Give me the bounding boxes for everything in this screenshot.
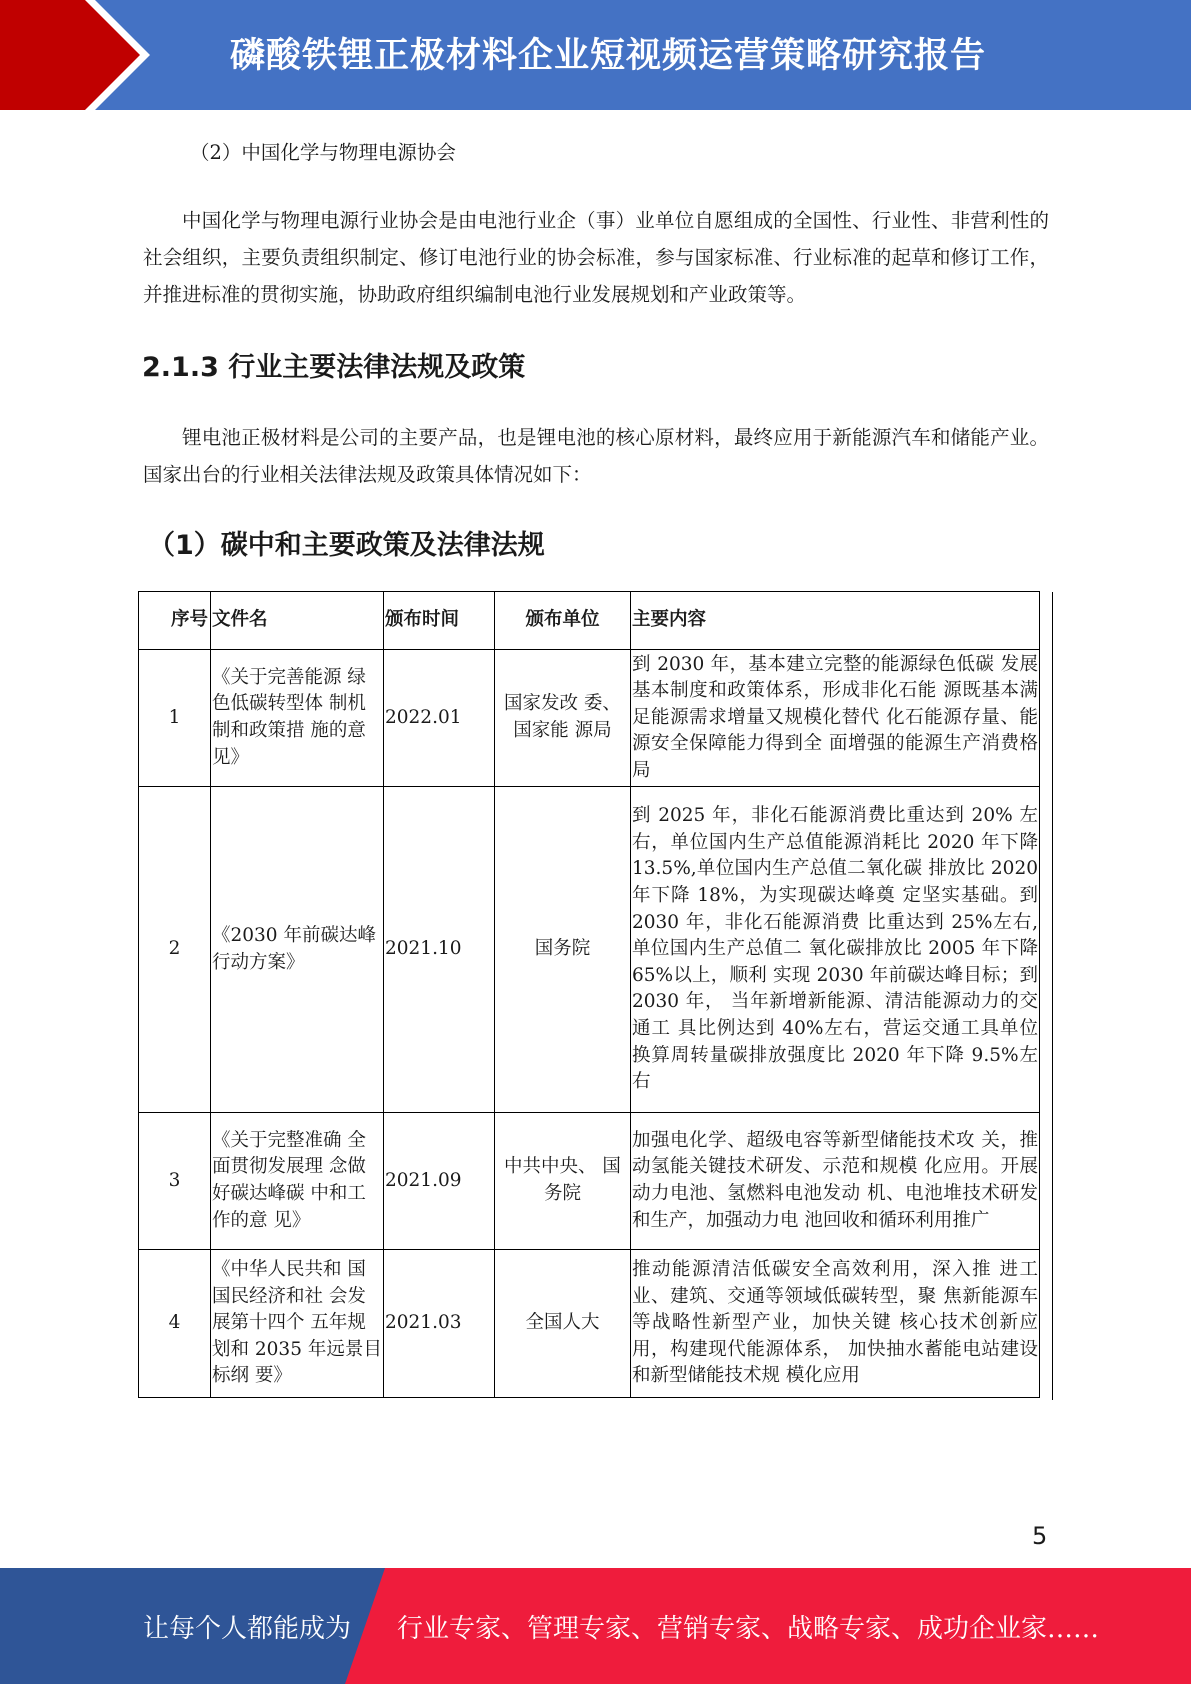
cell-content: 推动能源清洁低碳安全高效利用，深入推 进工业、建筑、交通等领域低碳转型，聚 焦新能源车等战略性新型产业，加快关键 核心技术创新应用，构建现代能源体系， 加快抽水蓄能电站建设和新型储能技术规 模化应用 xyxy=(631,1250,1040,1398)
cell-filename: 《2030 年前碳达峰行动方案》 xyxy=(211,787,384,1113)
page-header xyxy=(0,0,1191,110)
footer-slogan-right: 行业专家、管理专家、营销专家、战略专家、成功企业家…… xyxy=(397,1614,1100,1644)
table-row xyxy=(139,650,1040,787)
cell-date: 2022.01 xyxy=(384,650,495,787)
header-red-arrow xyxy=(0,0,160,110)
paragraph-association: 中国化学与物理电源行业协会是由电池行业企（事）业单位自愿组成的全国性、行业性、非营利性的社会组织，主要负责组织制定、修订电池行业的协会标准，参与国家标准、行业标准的起草和修订工作，并推进标准的贯彻实施，协助政府组织编制电池行业发展规划和产业政策等。 xyxy=(143,209,1049,306)
cell-date: 2021.10 xyxy=(384,787,495,1113)
paragraph-intro-policies: 锂电池正极材料是公司的主要产品，也是锂电池的核心原材料，最终应用于新能源汽车和储能产业。国家出台的行业相关法律法规及政策具体情况如下： xyxy=(143,426,1049,486)
cell-filename: 《关于完善能源 绿色低碳转型体 制机制和政策措 施的意见》 xyxy=(211,650,384,787)
cell-issuer: 国家发改 委、国家能 源局 xyxy=(495,650,631,787)
col-header-index: 序号 xyxy=(139,592,211,650)
report-title: 磷酸铁锂正极材料企业短视频运营策略研究报告 xyxy=(230,36,987,76)
page-footer xyxy=(0,1568,1191,1684)
subsection-heading-carbon-neutral: （1）碳中和主要政策及法律法规 xyxy=(148,530,545,561)
cell-index: 1 xyxy=(139,650,211,787)
cell-index: 2 xyxy=(139,787,211,1113)
cell-issuer: 中共中央、 国务院 xyxy=(495,1113,631,1250)
col-header-content: 主要内容 xyxy=(631,592,1040,650)
table-right-border xyxy=(1052,592,1053,1400)
cell-filename: 《关于完整准确 全面贯彻发展理 念做好碳达峰碳 中和工作的意 见》 xyxy=(211,1113,384,1250)
table-row xyxy=(139,1113,1040,1250)
policy-table xyxy=(138,591,1040,1398)
cell-content: 加强电化学、超级电容等新型储能技术攻 关，推动氢能关键技术研发、示范和规模 化应用。开展动力电池、氢燃料电池发动 机、电池堆技术研发和生产，加强动力电 池回收和循环利用推广 xyxy=(631,1113,1040,1250)
cell-index: 4 xyxy=(139,1250,211,1398)
cell-content: 到 2025 年，非化石能源消费比重达到 20% 左右，单位国内生产总值能源消耗比 2020 年下降 13.5%,单位国内生产总值二氧化碳 排放比 2020 年下降 18%，为实现碳达峰奠 定坚实基础。到 2030 年，非化石能源消费 比重达到 25%左右,单位国内生产总值二 氧化碳排放比 2005 年下降 65%以上，顺利 实现 2030 年前碳达峰目标；到 2030 年， 当年新增新能源、清洁能源动力的交通工 具比例达到 40%左右，营运交通工具单位 换算周转量碳排放强度比 2020 年下降 9.5%左右 xyxy=(631,787,1040,1113)
table-row xyxy=(139,1250,1040,1398)
table-header-row xyxy=(139,592,1040,650)
cell-filename: 《中华人民共和 国国民经济和社 会发展第十四个 五年规划和 2035 年远景目标纲 要》 xyxy=(211,1250,384,1398)
cell-date: 2021.03 xyxy=(384,1250,495,1398)
cell-index: 3 xyxy=(139,1113,211,1250)
cell-issuer: 国务院 xyxy=(495,787,631,1113)
table-row xyxy=(139,787,1040,1113)
cell-date: 2021.09 xyxy=(384,1113,495,1250)
section-heading-2-1-3: 2.1.3 行业主要法律法规及政策 xyxy=(142,352,526,383)
col-header-filename: 文件名 xyxy=(211,592,384,650)
cell-issuer: 全国人大 xyxy=(495,1250,631,1398)
footer-slogan-left: 让每个人都能成为 xyxy=(143,1614,352,1644)
section-subheading: （2）中国化学与物理电源协会 xyxy=(190,141,456,164)
col-header-issuer: 颁布单位 xyxy=(495,592,631,650)
col-header-date: 颁布时间 xyxy=(384,592,495,650)
page-number: 5 xyxy=(1032,1522,1048,1550)
cell-content: 到 2030 年，基本建立完整的能源绿色低碳 发展基本制度和政策体系，形成非化石能 源既基本满足能源需求增量又规模化替代 化石能源存量、能源安全保障能力得到全 面增强的能源生产消费格局 xyxy=(631,650,1040,787)
